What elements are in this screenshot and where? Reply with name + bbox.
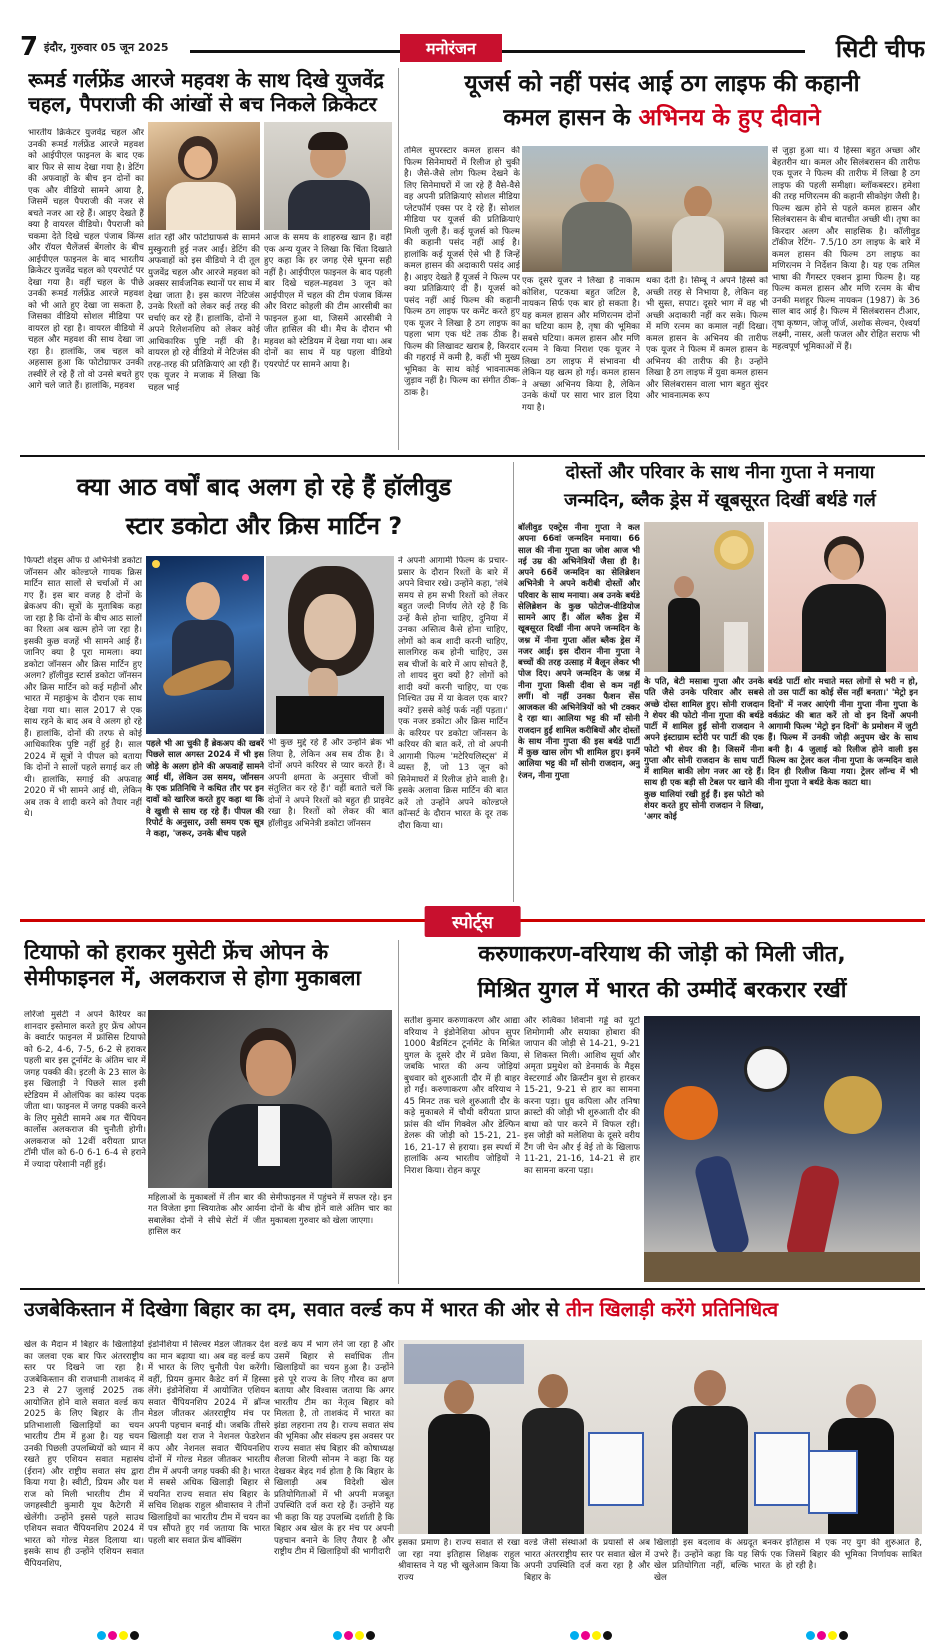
- a3-photo-chris: [146, 556, 264, 734]
- a1-headline: रूमर्ड गर्लफ्रेंड आरजे महवश के साथ दिखे युजवेंद्र चहल, पैपराजी की आंखों से बच निकले क्रिकेटर: [28, 68, 384, 117]
- a3-photo-dakota: [266, 556, 394, 734]
- date-line: इंदौर, गुरुवार 05 जून 2025: [44, 41, 169, 54]
- s2-headline-line1: करुणाकरण-वरियाथ की जोड़ी को मिली जीत,: [478, 942, 846, 967]
- a4-headline-line2: जन्मदिन, ब्लैक ड्रेस में खूबसूरत दिखीं बर्थडे गर्ल: [564, 490, 876, 511]
- bottom-photo-players: [398, 1340, 922, 1534]
- s1-col1: लोरेंजो मुसेटी ने अपने कैरियर का शानदार इस्तेमाल करते हुए फ्रेंच ओपन के क्वार्टर फाइनल में फ्रांसिस टियाफो को 6-2, 4-6, 7-5, 6-2 से हराकर पहली बार इस टूर्नामेंट के अंतिम चार में जगह पक्की की। इटली के 23 साल के इस खिलाड़ी ने पिछले साल इसी स्टेडियम में ओलंपिक का कांस्य पदक जीता था। फाइनल में जगह पक्की करने के लिए मुसेटी सामने अब गत चैंपियन कार्लोस अलकराज की चुनौती होगी। अलकराज को 12वीं वरीयता प्राप्त टॉमी पॉल को 6-0 6-1 6-4 से हराने में ज्यादा परेशानी नहीं हुई।: [24, 1010, 146, 1170]
- a2-headline-line2: [404, 104, 920, 136]
- a3-headline-line2: स्टार डकोटा और क्रिस मार्टिन ?: [125, 512, 403, 540]
- rule-1: [20, 455, 925, 457]
- divider-a3-a4: [513, 462, 514, 902]
- a2-col1: तमिल सुपरस्टार कमल हासन की फिल्म सिनेमाघरों में रिलीज हो चुकी है। जैसे-जैसे लोग फिल्म देखने के लिए सिनेमाघरों में जा रहे हैं वैसे-वैसे वह अपनी प्रतिक्रियाएं सोशल मीडिया प्लेटफॉर्म एक्स पर दे रहे हैं। सोशल मीडिया पर यूजर्स की प्रतिक्रियाएं मिली जुली हैं। कई यूजर्स को फिल्म की कहानी पसंद नहीं आई है। हालांकि कई यूजर्स ऐसे भी हैं जिन्हें कमल हासन की अदाकारी पसंद आई है। आइए देखते हैं यूजर्स ने फिल्म पर क्या प्रतिक्रियाएं दी हैं। यूजर्स को पसंद नहीं आई फिल्म की कहानी फिल्म ठग लाइफ पर कमेंट करते हुए एक यूजर ने लिखा है ठग लाइफ का पहला भाग एक घंटे तक ठीक है। फिल्म की लिखावट खराब है, किरदार की गहराई में कमी है, कहीं भी मुख्य भूमिका के साथ कोई भावनात्मक जुड़ाव नहीं है। फिल्म का संगीत ठीक-ठाक है।: [404, 146, 520, 398]
- a4-photo-neena: [768, 522, 918, 672]
- a4-col3: बर्थडे पार्टी शोर मचाते मस्त लोगों से भरी न हो, तो उस पार्टी का कोई सेंस नहीं बनता।' 'मेट्रो इन दिनों' में नजर आएंगी नीना गुप्ता नीना गुप्ता के वर्कफ्रंट की बात करें तो वो इन दिनों अपनी आगामी फिल्म 'मेट्रो इन दिनों' के प्रमोशन में जुटी हैं। फिल्म में उनकी जोड़ी अनुपम खेर के साथ बनी है। 4 जुलाई को रिलीज होने वाली इस फिल्म का ट्रेलर कल नीना गुप्ता के जन्मदिन वाले दिन ही रिलीज किया गया। ट्रेलर लॉन्च में भी नीना गुप्ता ने बर्थडे केक काटा था।: [768, 676, 918, 788]
- divider-s1-s2: [398, 940, 399, 1284]
- a1-col2: शांत रहीं और फोटोग्राफर्स के सामने मुस्कुराती हुई नजर आईं। डेटिंग की अफवाहों को इस वीडियो ने दी तूल युजवेंद्र चहल और आरजे महवश को अक्सर सार्वजनिक स्थानों पर साथ में देखा जाता है। इस कारण नेटिजंस उनके रिश्तों को लेकर कई तरह की चर्चाएं कर रहे हैं। हालांकि, दोनों ने अपने रिलेशनशिप को लेकर कोई आधिकारिक पुष्टि नहीं की है। वायरल हो रहे वीडियो में नेटिजंस की तरह-तरह की प्रतिक्रियाएं आ रही हैं। एक यूजर ने मजाक में लिखा कि चहल भाई: [148, 233, 260, 393]
- s1-caption-left: महिलाओं के मुकाबलों में तीन बार की गत विजेता इगा स्वियातेक और आर्यना सबालेंका दोनों ने सीधे सेटों में जीत हासिल कर: [148, 1192, 266, 1236]
- section-label: मनोरंजन: [400, 34, 502, 62]
- s2-headline-line2: मिश्रित युगल में भारत की उम्मीदें बरकरार रखीं: [477, 978, 847, 1003]
- rule-2: [20, 1288, 925, 1290]
- a2-headline-line1: यूजर्स को नहीं पसंद आई ठग लाइफ की कहानी: [464, 71, 860, 97]
- bottom-col3: वर्ल्ड कप में भाग लेने जा रहा है और उसमें बिहार से सर्वाधिक तीन खिलाड़ियों का चयन हुआ है। उन्होंने इसे पूरे राज्य के लिए गौरव का क्षण बताया और विश्वास जताया कि अगर भारतीय टीम का नेतृत्व बिहार को मिलता है, तो ताशकंद में भारत का झंडा लहराना तय है। राज्य सवात संघ की भूमिका और संकल्प इस अवसर पर राज्य सवात संघ बिहार की कोषाध्यक्ष शैलजा शिल्पी सोनम ने कहा कि यह देखकर बेहद गर्व होता है कि बिहार के खिलाड़ी अब विदेशी खेल प्रतियोगिताओं में भी अपनी मजबूत उपस्थिति दर्ज करा रहे हैं। उन्होंने यह भी कहा कि यह उपलब्धि दर्शाती है कि बिहार अब खेल के हर मंच पर अपनी पहचान बनाने के लिए तैयार है और राष्ट्रीय टीम में खिलाड़ियों की भागीदारी: [274, 1340, 394, 1558]
- bottom-col1: खेल के मैदान में बिहार के खिलाड़ियों का जलवा एक बार फिर अंतरराष्ट्रीय स्तर पर दिखने जा रहा है। उजबेकिस्तान की राजधानी ताशकंद में 23 से 27 जुलाई 2025 तक आयोजित होने वाले सवात वर्ल्ड कप 2025 के लिए बिहार के तीन प्रतिभाशाली खिलाड़ियों का चयन भारतीय टीम में हुआ है। यह चयन उनकी पिछली उपलब्धियों को ध्यान में रखते हुए एशियन सवात महासंघ (ईरान) और राष्ट्रीय सवात संघ द्वारा किया गया है। स्वीटी, प्रियम और यश राज को मिली भारतीय टीम में जगहस्वीटी कुमारी यूथ कैटेगरी में खेलेंगी। उन्होंने इससे पहले साउथ एशियन सवात चैंपियनशिप 2024 में भारत को गोल्ड मेडल दिलाया था। इसके साथ ही उन्होंने एशियन सवात चैंपियनशिप,: [24, 1340, 144, 1569]
- bottom-headline: [24, 1298, 924, 1334]
- a2-headline-red: अभिनय के हुए दीवाने: [638, 105, 821, 131]
- divider-a1-a2: [398, 68, 399, 450]
- a4-col1: बॉलीवुड एक्ट्रेस नीना गुप्ता ने कल अपना 66वां जन्मदिन मनाया। 66 साल की नीना गुप्ता का जोश आज भी नई उम्र की अभिनेत्रियों जैसा ही है। अपने 66वें जन्मदिन का सेलिब्रेशन अभिनेत्री ने अपने करीबी दोस्तों और परिवार के साथ मनाया। अब उनके बर्थडे सेलिब्रेशन के कुछ फोटोज-वीडियोज सामने आए हैं। ऑल ब्लैक ड्रेस में खूबसूरत दिखीं नीना अपने जन्मदिन के जश्न में नीना गुप्ता ऑल ब्लैक ड्रेस में नजर आईं। इस दौरान नीना गुप्ता ने बच्चों की तरह उत्साह में बैलून लेकर भी पोज दिए। अपने जन्मदिन के जश्न में नीना गुप्ता किसी दीवा से कम नहीं लगीं। वो नहीं उनका फैशन सेंस आजकल की अभिनेत्रियों को भी टक्कर दे रहा था। आलिया भट्ट की माँ सोनी राजदान हुईं शामिल करीबियों और दोस्तों के साथ नीना गुप्ता की इस बर्थडे पार्टी में कुछ खास लोग भी शामिल हुए। इनमें आलिया भट्ट की माँ सोनी राजदान, अनु रंजन, नीना गुप्ता: [518, 522, 640, 780]
- bottom-cap2: वर्ल्ड जैसी संस्थाओं के प्रयासों से अब भारत अंतरराष्ट्रीय स्तर पर सवात खेल में अपनी उपस्थिति दर्ज करा रहा है और बिहार के: [524, 1538, 650, 1583]
- a2-col4: से जुड़ा हुआ था। ये हिस्सा बहुत अच्छा और बेहतरीन था। कमल और सिलंबरासन की तारीफ एक यूजर ने फिल्म की तारीफ में लिखा है ठग लाइफ की पहली समीक्षा। ब्लॉकबस्टर। हमेशा की तरह मणिरत्नम की कहानी सीकोइंग जैसी है। फिल्म खत्म होने से पहले कमल हासन और सिलंबरासन के बीच बातचीत अच्छी थी। तृषा का किरदार अलग और साहसिक है। कॉलीवुड टॉकीज रेटिंग- 7.5/10 ठग लाइफ के बारे में कमल हासन की फिल्म ठग लाइफ का मणिरत्नम ने निर्देशन किया है। यह एक तमिल भाषा की गैंगस्टर एक्शन ड्रामा फिल्म है। यह फिल्म कमल हासन और मणि रत्नम के बीच उनकी मशहूर फिल्म नायकन (1987) के 36 साल बाद आई है। फिल्म में सिलंबरासन टीआर, तृषा कृष्णन, जोजू जॉर्ज, अशोक सेल्वन, ऐश्वर्या लक्ष्मी, नासर, अली फजल और रोहित सराफ भी महत्वपूर्ण भूमिकाओं में हैं।: [772, 146, 920, 352]
- a1-col1: भारतीय क्रिकेटर युजवेंद्र चहल और उनकी रूमर्ड गर्लफ्रेंड आरजे महवश को आईपीएल फाइनल के बाद एक बार फिर से साथ देखा गया है। डेटिंग की अफवाहों के बीच इन दोनों का एक और वीडियो सामने आया है, जिसमें चहल पैपराजी की नजर से बचते नजर आ रहे हैं। आइए देखते हैं क्या है वायरल वीडियो। पैपराजी को चकमा देते दिखे चहल पंजाब किंग्स और रॉयल चैलेंजर्स बेंगलोर के बीच आईपीएल फाइनल के बाद भारतीय क्रिकेटर युजवेंद्र चहल को एयरपोर्ट पर देखा गया है। वहीं चहल के पीछे उनकी रूमर्ड गर्लफ्रेंड आरजे महवश को भी आते हुए देखा जा सकता है, जिसका वीडियो सोशल मीडिया पर वायरल हो रहा है। वायरल वीडियो में चहल और महवश की साथ देखा जा रहा है। हालांकि, जब चहल को अहसास हुआ कि फोटोग्राफर उनकी तस्वीरें ले रहे हैं तो वो उनसे बचते हुए आगे चले जाते हैं। हालांकि, महवश: [28, 128, 144, 392]
- bottom-headline-black: उजबेकिस्तान में दिखेगा बिहार का दम, सवात वर्ल्ड कप में भारत की ओर से: [24, 1298, 566, 1321]
- a4-headline-line1: दोस्तों और परिवार के साथ नीना गुप्ता ने मनाया: [565, 462, 875, 483]
- a2-headline-black: कमल हासन के: [503, 105, 639, 131]
- a2-col2: एक दूसरे यूजर ने लिखा है नाकाम कोशिश, पटकथा बहुत जटिल है, नायकन सिर्फ एक बार हो सकता है। यह कमल हासन और मणिरत्नम दोनों का घटिया काम है, तृषा की भूमिका सबसे घटिया। कमल हासन और मणि रत्नम ने किया निराश एक यूजर ने लिखा ठग लाइफ में संभावना थी लेकिन यह खत्म हो गई। कमल हासन ने अच्छा अभिनय किया है, लेकिन उनके कंधों पर सारा भार डाल दिया गया है।: [522, 276, 640, 413]
- a4-photo-party: [644, 522, 764, 672]
- s1-caption-right: सेमीफाइनल में पहुंचने में सफल रहे। इन दोनों के बीच होने वाले अंतिम चार का मुकाबला गुरुवार को खेला जाएगा।: [270, 1192, 392, 1225]
- sports-band-label: स्पोर्ट्स: [424, 906, 521, 937]
- a3-col1: फिफ्टी शेड्स ऑफ ग्रे अभिनेत्री डकोटा जॉनसन और कोल्डप्ले गायक क्रिस मार्टिन सात सालों से चर्चाओं में आ गए हैं। इस बार वजह है दोनों के ब्रेकअप की। सूत्रों के मुताबिक कहा जा रहा है कि दोनों के बीच आठ सालों का रिश्ता अब खत्म होने जा रहा है। इसकी कुछ वजहें भी सामने आई हैं। जानिए क्या है पूरा मामला। क्या डकोटा जॉनसन और क्रिस मार्टिन हुए अलग? हॉलीवुड स्टार्स डकोटा जॉनसन और क्रिस मार्टिन को कई महीनों और भारत में महाकुंभ के दौरान एक साथ देखा गया था। साल 2017 से एक साथ रहने के बाद अब वे अलग हो रहे हैं। हालांकि, दोनों की तरफ से कोई आधिकारिक पुष्टि नहीं हुई है। साल 2024 में सूत्रों ने पीपल को बताया कि दोनों ने सालों पहले सगाई कर ली थी। हालांकि, सगाई की अफवाह 2020 में भी सामने आई थी, लेकिन अब तक वे शादी करने को तैयार नहीं थे।: [24, 556, 142, 820]
- a1-photo-couple: [148, 122, 260, 230]
- brand-title: सिटी चीफ: [835, 35, 925, 63]
- a1-photo-chahal: [264, 122, 392, 230]
- a3-col4: ने अपनी आगामी फिल्म के प्रचार-प्रसार के दौरान रिश्तों के बारे में अपने विचार रखे। उन्होंने कहा, 'लंबे समय से हम सभी रिश्तों को लेकर बहुत जल्दी निर्णय लेते रहे हैं कि उन्हें कैसे होना चाहिए, दुनिया में उनका अस्तित्व कैसे होना चाहिए, लोगों को कब शादी करनी चाहिए, सालगिरह कब होनी चाहिए, उस सब चीजों के बारे में आप सोचते हैं, तो शायद बुरा क्यों है? लोगों को शादी क्यों करनी चाहिए, या एक निश्चित उम्र में या केवल एक बार? क्यों? इससे कोई फर्क नहीं पड़ता।' एक नजर डकोटा और क्रिस मार्टिन के करियर पर डकोटा जॉनसन के करियर की बात करें, तो वो अपनी आगामी फिल्म 'मटेरियलिस्ट्स' में व्यस्त हैं, जो 13 जून को सिनेमाघरों में रिलीज होने वाली है। इसके अलावा क्रिस मार्टिन की बात करें तो उन्होंने अपने कोल्डप्ले कॉन्सर्ट के दौरान भारत के दूर तक दौरा किया था।: [398, 556, 508, 831]
- a1-col3: आज के समय के शाहरुख खान हैं। वहीं एक अन्य यूजर ने लिखा कि चिंता दिखाते हुए कहा कि हर जगह ऐसे घूमना सही नहीं है। आईपीएल फाइनल के बाद पहली बार दिखे चहल-महवश 3 जून को आईपीएल में चहल की टीम पंजाब किंग्स और विराट कोहली की टीम आरसीबी का फाइनल हुआ था, जिसमें आरसीबी ने जीत हासिल की थी। मैच के दौरान भी महवश को स्टेडियम में देखा गया था। अब दोनों का साथ में यह पहला वीडियो एयरपोर्ट पर सामने आया है।: [264, 233, 392, 370]
- bottom-cap3: खिलाड़ी इस बदलाव के अग्रदूत बनकर उभरे हैं। उन्होंने कहा कि यह सिर्फ एक खेल प्रतियोगिता नहीं, बल्कि भारत के खेल: [654, 1538, 782, 1583]
- a3-col2: पहले भी आ चुकी हैं ब्रेकअप की खबरें पिछले साल अगस्त 2024 में भी इस जोड़े के अलग होने की अफवाहें सामने आई थीं, लेकिन उस समय, जॉनसन के एक प्रतिनिधि ने कथित तौर पर इन दावों को खारिज करते हुए कहा था कि वे खुशी से साथ रह रहे हैं। पीपल की रिपोर्ट के अनुसार, उसी समय एक सूत्र ने कहा, 'जरूर, उनके बीच पहले: [146, 738, 264, 838]
- a2-photo-kamal: [522, 146, 768, 272]
- masthead: [20, 32, 925, 64]
- a3-headline-line1: क्या आठ वर्षों बाद अलग हो रहे हैं हॉलीवुड: [76, 473, 452, 501]
- bottom-cap4: इतिहास में एक नए युग की शुरुआत है, जिसमें बिहार की भूमिका निर्णायक साबित हो रही है।: [786, 1538, 922, 1572]
- a3-col3: भी कुछ मुद्दे रहे हैं और उन्होंने ब्रेक भी लिया है, लेकिन अब सब ठीक है। वे दोनों अपने करियर से प्यार करते हैं। वे अपनी क्षमता के अनुसार चीजों को संतुलित कर रहे हैं।' वहीं बताते चलें कि दोनों ने अपने रिश्तों को बहुत ही प्राइवेट रखा है। रिश्तों को लेकर की बात हॉलीवुड अभिनेत्री डकोटा जॉनसन: [268, 738, 394, 829]
- a4-col2: के पति, बेटी मसाबा गुप्ता और उनके पति जैसे उनके परिवार और सबसे अच्छे दोस्त शामिल हुए। सोनी राजदान ने शेयर की फोटो नीना गुप्ता की बर्थडे पार्टी में शामिल हुईं सोनी राजदान ने अपने इंस्टाग्राम स्टोरी पर पार्टी की एक फोटो भी शेयर की है। जिसमें नीना गुप्ता और सोनी राजदान के साथ पार्टी में शामिल बाकी लोग नजर आ रहे हैं। साथ ही एक बड़ी सी टेबल पर खाने की कुछ थालियां रखी हुई हैं। इस फोटो को शेयर करते हुए सोनी राजदान ने लिखा, 'अगर कोई: [644, 676, 764, 821]
- a2-col3: थका देती है। सिम्बू ने अपने हिस्से को अच्छी तरह से निभाया है, लेकिन वह भी सुस्त, सपाट। दूसरे भाग में वह भी अच्छी अदाकारी नहीं कर सके। फिल्म में मणि रत्नम का कमाल नहीं दिखा। कमल हासन के अभिनय की तारीफ एक यूजर ने फिल्म में कमल हासन के अभिनय की तारीफ की है। उन्होंने लिखा है ठग लाइफ में युवा कमल हासन और सिलंबरासन वाला भाग बहुत सुंदर और भावनात्मक रूप: [646, 276, 768, 402]
- s1-photo-alcaraz: [148, 1010, 392, 1188]
- page-number: 7: [20, 32, 39, 62]
- bottom-headline-red: तीन खिलाड़ी करेंगे प्रतिनिधित्व: [565, 1298, 779, 1321]
- s2-col2: और रुत्विका शिवानी गड्डे को यूटो शिमोगामी और सयाका होबारा की जापान की जोड़ी से 14-21, 9-21 से शिकस्त मिली। आशिथ सूर्या और अमृता प्रमुथेश को डेनमार्क के मैड्स वेस्टरगार्ड और क्रिस्टीन बुश से हारकर 15-21, 9-21 से हार का सामना करना पड़ा। ध्रुव कपिला और तनिषा क्रास्टो की जोड़ी भी शुरुआती दौर की बाधा को पार करने में विफल रही। इस जोड़ी को मलेशिया के दूसरे वरीय टैंग जी चेन और ई वेई तो के खिलाफ 11-21, 21-16, 14-21 से हार का सामना करना पड़ा।: [524, 1016, 640, 1176]
- bottom-cap1: इसका प्रमाण है। राज्य सवात से रखा जा रहा नया इतिहास शिक्षक राहुल श्रीवास्तव ने यह भी खुलेआम किया कि राज्य: [398, 1538, 520, 1583]
- registration-marks: [0, 1627, 945, 1641]
- s2-col1: सतीश कुमार करुणाकरण और आद्या वरियाथ ने इंडोनेशिया ओपन सुपर 1000 बैडमिंटन टूर्नामेंट के मिश्रित युगल के दूसरे दौर में प्रवेश किया, जबकि भारत की अन्य जोड़ियां बुधवार को शुरुआती दौर में ही बाहर हो गईं। करुणाकरण और वरियाथ ने 45 मिनट तक चले शुरुआती दौर के कड़े मुकाबले में चौथी वरीयता प्राप्त फ्रांस की थॉम गिक्वेल और डेल्फिन डेलरू की जोड़ी को 15-21, 21-16, 21-17 से हराया। इस स्पर्धा में हालांकि अन्य भारतीय जोड़ियों ने निराश किया। रोहन कपूर: [404, 1016, 520, 1176]
- s1-headline: टियाफो को हराकर मुसेटी फ्रेंच ओपन के सेमीफाइनल में, अलकराज से होगा मुकाबला: [24, 940, 361, 990]
- s2-photo-sports-collage: [644, 1016, 920, 1282]
- bottom-col2: इंडोनेशिया में सिल्वर मेडल जीतकर देश का मान बढ़ाया था। अब वह वर्ल्ड कप में भारत के लिए चुनौती पेश करेंगी। वहीं, प्रियम कुमार कैडेट वर्ग में हिस्सा लेंगे। इंडोनेशिया में आयोजित एशियन सवात चैंपियनशिप 2024 में ब्रॉन्ज मेडल जीतकर अंतरराष्ट्रीय मंच पर अपनी पहचान बनाई थी। जबकि तीसरे खिलाड़ी यश राज ने नेशनल फेडरेशन कप और नेशनल सवात चैंपियनशिप दोनों में गोल्ड मेडल जीतकर भारतीय टीम में अपनी जगह पक्की की है। भारत में सबसे अधिक खिलाड़ी बिहार से चयनित राज्य सवात संघ बिहार के सचिव शिक्षक राहुल श्रीवास्तव ने तीनों खिलाड़ियों का भारतीय टीम में चयन का पत्र सौंपते हुए गर्व जताया कि भारत पहली बार सवात फ्रेंच बॉक्सिंग: [148, 1340, 270, 1546]
- sports-band: [20, 903, 925, 937]
